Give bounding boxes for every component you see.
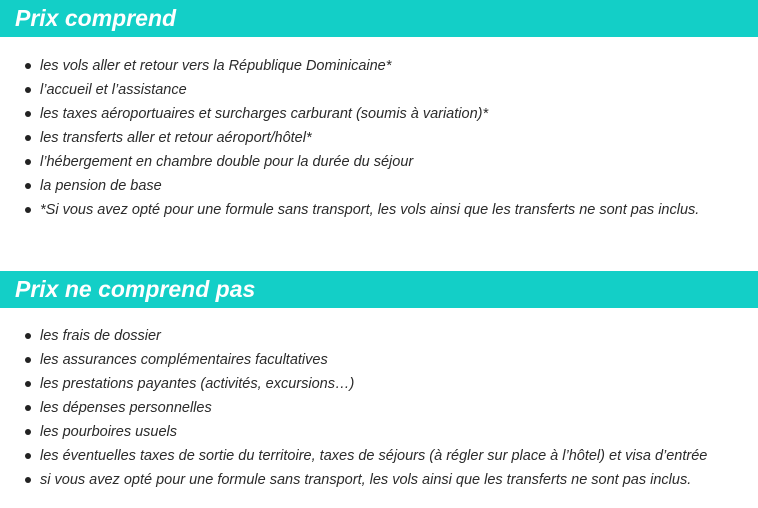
list-item — [0, 198, 758, 222]
list-item-text: les éventuelles taxes de sortie du territoire, taxes de séjours (à régler sur place à l’hôtel) et visa d’entrée — [40, 448, 708, 464]
bullet-icon — [25, 405, 31, 411]
bullet-icon — [25, 111, 31, 117]
list-item — [0, 324, 758, 348]
list-item-text: l’accueil et l’assistance — [40, 82, 187, 98]
bullet-icon — [25, 183, 31, 189]
list-item — [0, 372, 758, 396]
list-item — [0, 420, 758, 444]
section-title-included: Prix comprend — [0, 0, 758, 37]
list-item-text: les assurances complémentaires facultatives — [40, 352, 328, 368]
list-item-text: les prestations payantes (activités, excursions…) — [40, 376, 355, 392]
list-item-text: les pourboires usuels — [40, 424, 178, 440]
list-item-text: l’hébergement en chambre double pour la durée du séjour — [40, 154, 414, 170]
list-item — [0, 174, 758, 198]
list-item — [0, 396, 758, 420]
list-item — [0, 54, 758, 78]
list-item — [0, 150, 758, 174]
bullet-icon — [25, 381, 31, 387]
bullet-icon — [25, 429, 31, 435]
list-item — [0, 468, 758, 492]
list-item-text: la pension de base — [40, 178, 162, 194]
bullet-icon — [25, 333, 31, 339]
bullet-icon — [25, 207, 31, 213]
list-item-text: les transferts aller et retour aéroport/hôtel* — [40, 130, 312, 146]
bullet-icon — [25, 135, 31, 141]
bullet-icon — [25, 87, 31, 93]
list-item — [0, 78, 758, 102]
list-item — [0, 126, 758, 150]
bullet-icon — [25, 453, 31, 459]
list-item-text: *Si vous avez opté pour une formule sans transport, les vols ainsi que les transferts ne sont pas inclus. — [40, 202, 700, 218]
included-list — [0, 54, 758, 222]
list-item — [0, 348, 758, 372]
list-item — [0, 102, 758, 126]
list-item-text: les dépenses personnelles — [40, 400, 212, 416]
list-item — [0, 444, 758, 468]
section-title-excluded: Prix ne comprend pas — [0, 271, 758, 308]
list-item-text: les frais de dossier — [40, 328, 161, 344]
excluded-list — [0, 324, 758, 492]
bullet-icon — [25, 159, 31, 165]
bullet-icon — [25, 357, 31, 363]
list-item-text: les taxes aéroportuaires et surcharges carburant (soumis à variation)* — [40, 106, 489, 122]
bullet-icon — [25, 63, 31, 69]
bullet-icon — [25, 477, 31, 483]
list-item-text: les vols aller et retour vers la République Dominicaine* — [40, 58, 392, 74]
list-item-text: si vous avez opté pour une formule sans transport, les vols ainsi que les transferts ne sont pas inclus. — [40, 472, 692, 488]
